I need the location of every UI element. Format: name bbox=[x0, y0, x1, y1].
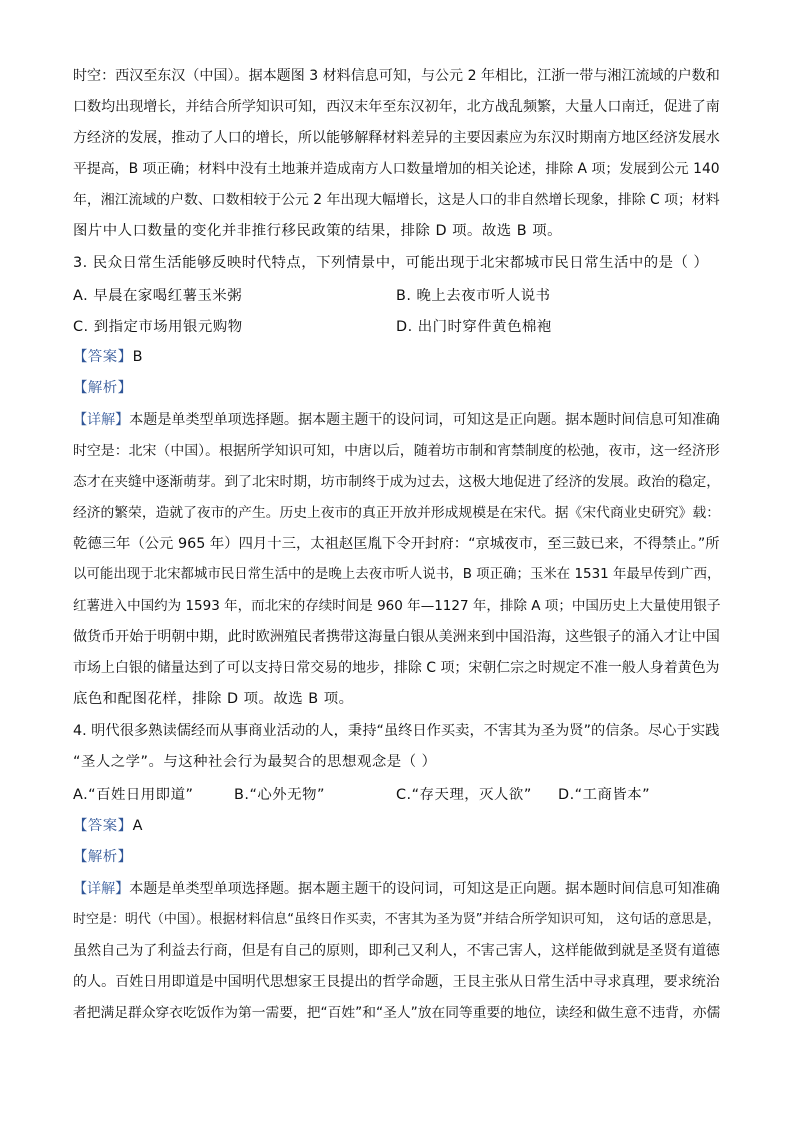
q4-detail-line: 虽然自己为了利益去行商，但是有自己的原则，即利己又利人，不害己害人，这样能做到就是圣贤有道德 bbox=[73, 943, 720, 959]
q3-detail-line: 做货币开始于明朝中期，此时欧洲殖民者携带这海量白银从美洲来到中国沿海，这些银子的涌入才让中国 bbox=[73, 629, 720, 645]
q3-option-b: B. 晚上去夜市听人说书 bbox=[396, 288, 551, 304]
answer-tag: 【答案】 bbox=[73, 349, 133, 365]
q2-detail-line: 时空：西汉至东汉（中国）。据本题图 3 材料信息可知，与公元 2 年相比，江浙一带与湘江流域的户数和 bbox=[73, 68, 720, 84]
q3-answer bbox=[73, 347, 143, 367]
q3-option-d: D. 出门时穿件黄色棉袍 bbox=[396, 319, 552, 335]
answer-tag: 【答案】 bbox=[73, 818, 133, 834]
detail-tag: 【详解】 bbox=[73, 412, 130, 428]
detail-tag: 【详解】 bbox=[73, 881, 130, 897]
q3-detail-line: 态才在夹缝中逐渐萌芽。到了北宋时期，坊市制终于成为过去，这极大地促进了经济的发展。政治的稳定， bbox=[73, 474, 720, 490]
q4-option-d: D.“工商皆本” bbox=[558, 787, 651, 803]
q3-detail-line: 以可能出现于北宋都城市民日常生活中的是晚上去夜市听人说书，B 项正确；玉米在 1531 年最早传到广西， bbox=[73, 567, 721, 582]
q2-detail-line: 口数均出现增长，并结合所学知识可知，西汉末年至东汉初年，北方战乱频繁，大量人口南迁，促进了南 bbox=[73, 99, 720, 115]
q3-stem: 3. 民众日常生活能够反映时代特点，下列情景中，可能出现于北宋都城市民日常生活中的是（ ） bbox=[73, 255, 709, 271]
detail-text: 本题是单类型单项选择题。据本题主题干的设问词，可知这是正向题。据本题时间信息可知准确 bbox=[129, 881, 720, 897]
q3-analysis-tag: 【解析】 bbox=[73, 380, 133, 396]
q3-detail-line bbox=[73, 410, 720, 430]
q3-detail-line: 底色和配图花样，排除 D 项。故选 B 项。 bbox=[73, 691, 354, 707]
q3-detail-line: 时空是：北宋（中国）。根据所学知识可知，中唐以后，随着坊市制和宵禁制度的松弛，夜市，这一经济形 bbox=[73, 443, 720, 459]
q4-stem-line: “圣人之学”。与这种社会行为最契合的思想观念是（ ） bbox=[73, 754, 437, 770]
answer-value: B bbox=[132, 349, 143, 365]
q2-detail-line: 平提高，B 项正确；材料中没有土地兼并造成南方人口数量增加的相关论述，排除 A 项；发展到公元 140 bbox=[73, 161, 720, 177]
q4-option-a: A.“百姓日用即道” bbox=[73, 787, 194, 803]
q3-detail-line: 红薯进入中国约为 1593 年，而北宋的存续时间是 960 年—1127 年，排除 A 项；中国历史上大量使用银子 bbox=[73, 598, 721, 614]
q3-detail-line: 市场上白银的储量达到了可以支持日常交易的地步，排除 C 项；宋朝仁宗之时规定不准一般人身着黄色为 bbox=[73, 660, 720, 676]
q4-answer bbox=[73, 816, 143, 836]
detail-text: 本题是单类型单项选择题。据本题主题干的设问词，可知这是正向题。据本题时间信息可知准确 bbox=[129, 412, 720, 428]
q4-stem-line: 4. 明代很多熟读儒经而从事商业活动的人，秉持“虽终日作买卖，不害其为圣为贤”的信条。尽心于实践 bbox=[73, 723, 720, 739]
q4-detail-line: 时空是：明代（中国）。根据材料信息“虽终日作买卖，不害其为圣为贤”并结合所学知识可知， 这句话的意思是， bbox=[73, 912, 721, 927]
q4-analysis-tag: 【解析】 bbox=[73, 849, 133, 865]
q2-detail-line: 图片中人口数量的变化并非推行移民政策的结果，排除 D 项。故选 B 项。 bbox=[73, 223, 562, 239]
q2-detail-line: 年，湘江流域的户数、口数相较于公元 2 年出现大幅增长，这是人口的非自然增长现象，排除 C 项；材料 bbox=[73, 192, 720, 208]
q3-detail-line: 经济的繁荣，造就了夜市的产生。历史上夜市的真正开放并形成规模是在宋代。据《宋代商业史研究》载： bbox=[73, 505, 720, 521]
q4-option-c: C.“存天理，灭人欲” bbox=[396, 787, 532, 803]
answer-value: A bbox=[132, 818, 143, 834]
q3-option-a: A. 早晨在家喝红薯玉米粥 bbox=[73, 288, 243, 304]
q4-detail-line: 的人。百姓日用即道是中国明代思想家王艮提出的哲学命题，王艮主张从日常生活中寻求真理，要求统治 bbox=[73, 974, 720, 990]
q2-detail-line: 方经济的发展，推动了人口的增长，所以能够解释材料差异的主要因素应为东汉时期南方地区经济发展水 bbox=[73, 130, 720, 146]
q4-option-b: B.“心外无物” bbox=[234, 787, 325, 803]
q3-option-c: C. 到指定市场用银元购物 bbox=[73, 319, 243, 335]
q4-detail-line: 者把满足群众穿衣吃饭作为第一需要，把“百姓”和“圣人”放在同等重要的地位，读经和做生意不违背，亦儒 bbox=[73, 1005, 721, 1021]
q3-detail-line: 乾德三年（公元 965 年）四月十三，太祖赵匡胤下令开封府：“京城夜市，至三鼓已来，不得禁止。”所 bbox=[73, 536, 720, 552]
q4-detail-line bbox=[73, 879, 720, 899]
